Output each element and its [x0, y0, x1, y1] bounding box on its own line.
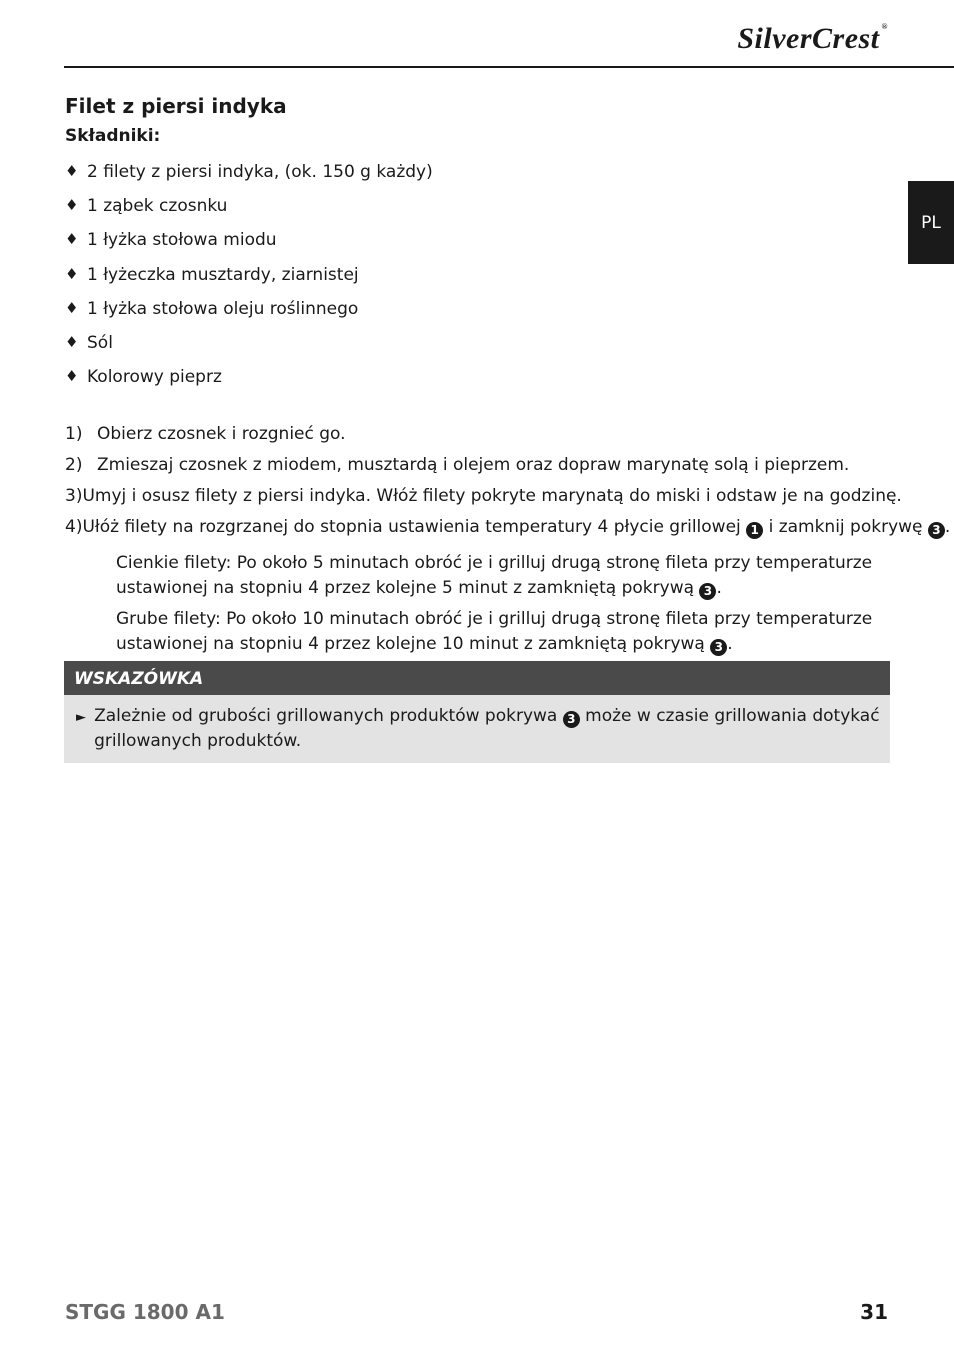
part-number-badge: 3 [710, 639, 727, 656]
ingredients-list [65, 162, 433, 401]
step-item: 4) Ułóż filety na rozgrzanej do stopnia ustawienia temperatury 4 płycie grillowej 1 i zamknij pokrywę 3 . [65, 517, 951, 537]
page-number: 31 [860, 1300, 888, 1324]
diamond-bullet-icon: ♦ [65, 264, 79, 283]
hint-box [64, 661, 890, 763]
step-item: 3) Umyj i osusz filety z piersi indyka. Włóż filety pokryte marynatą do miski i odstaw je na godzinę. [65, 486, 902, 506]
note-thick-fillets: Grube filety: Po około 10 minutach obróć je i grilluj drugą stronę fileta przy temperaturze ustawionej na stopniu 4 przez kolejne 10 minut z zamkniętą pokrywą 3 . [116, 609, 873, 654]
list-item: ♦ 1 łyżka stołowa miodu [65, 230, 433, 264]
step-item: 1) Obierz czosnek i rozgnieć go. [65, 424, 346, 444]
header-rule [64, 66, 954, 68]
step-notes [116, 551, 886, 663]
list-item: ♦ Kolorowy pieprz [65, 367, 433, 401]
list-item: ♦ 2 filety z piersi indyka, (ok. 150 g każdy) [65, 162, 433, 196]
diamond-bullet-icon: ♦ [65, 230, 79, 249]
hint-body: ► Zależnie od grubości grillowanych produktów pokrywa 3 może w czasie grillowania dotykać grillowanych produktów. [64, 695, 890, 763]
brand-logo: SilverCrest ® [737, 22, 888, 55]
arrow-bullet-icon: ► [76, 710, 86, 725]
part-number-badge: 3 [928, 522, 945, 539]
diamond-bullet-icon: ♦ [65, 367, 79, 386]
section-title: Filet z piersi indyka [65, 94, 287, 118]
part-number-badge: 3 [563, 711, 580, 728]
hint-heading: WSKAZÓWKA [64, 661, 890, 695]
footer-model: STGG 1800 A1 [65, 1300, 225, 1324]
list-item: ♦ 1 łyżeczka musztardy, ziarnistej [65, 265, 433, 299]
list-item: ♦ Sól [65, 333, 433, 367]
list-item: ♦ 1 łyżka stołowa oleju roślinnego [65, 299, 433, 333]
diamond-bullet-icon: ♦ [65, 332, 79, 351]
language-tab: PL [908, 181, 954, 264]
part-number-badge: 1 [746, 522, 763, 539]
step-item: 2) Zmieszaj czosnek z miodem, musztardą i olejem oraz dopraw marynatę solą i pieprzem. [65, 455, 850, 475]
diamond-bullet-icon: ♦ [65, 162, 79, 180]
steps-list [65, 424, 951, 548]
part-number-badge: 3 [699, 583, 716, 600]
list-item: ♦ 1 ząbek czosnku [65, 196, 433, 230]
ingredients-heading: Składniki: [65, 126, 161, 146]
diamond-bullet-icon: ♦ [65, 196, 79, 215]
note-thin-fillets: Cienkie filety: Po około 5 minutach obróć je i grilluj drugą stronę fileta przy temperaturze ustawionej na stopniu 4 przez kolejne 5 minut z zamkniętą pokrywą 3 . [116, 553, 873, 598]
diamond-bullet-icon: ♦ [65, 298, 79, 317]
